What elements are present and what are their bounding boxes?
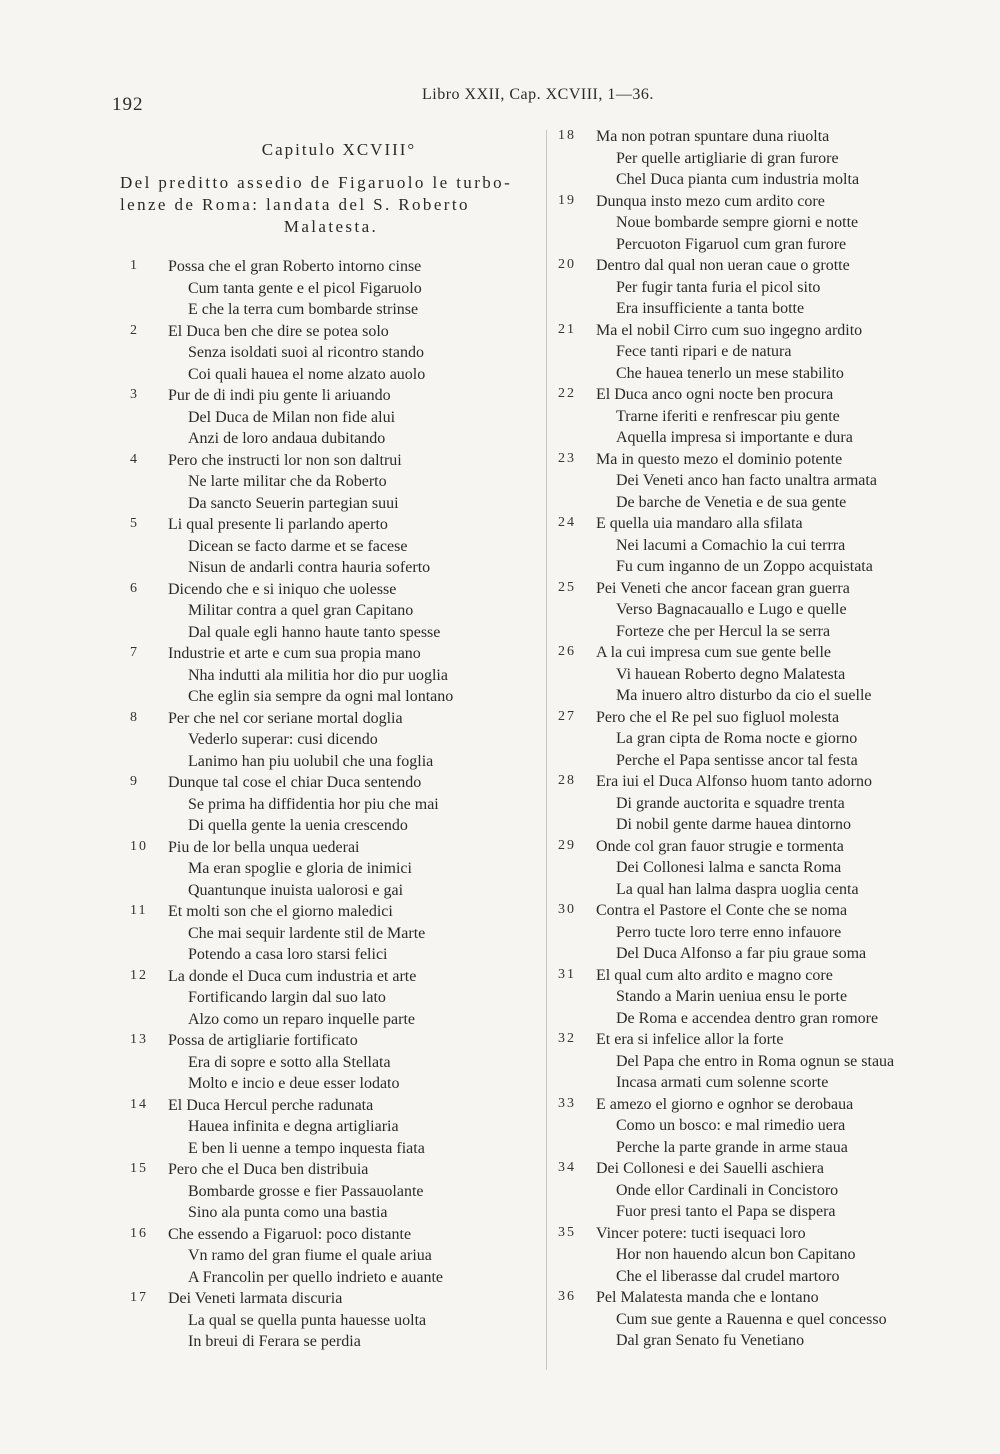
stanza: [556, 191, 976, 256]
verse-line: Hauea infinita e degna artigliaria: [188, 1118, 399, 1135]
verse-line: Li qual presente li parlando aperto: [168, 516, 388, 533]
verse-line: Era insufficiente a tanta botte: [616, 300, 805, 317]
verse-line: Et molti son che el giorno maledici: [168, 903, 393, 920]
verse-line: Per che nel cor seriane mortal doglia: [168, 709, 403, 727]
verse-line: Ma non potran spuntare duna riuolta: [596, 128, 830, 145]
verse-line: Cum sue gente a Rauenna e quel concesso: [616, 1310, 887, 1328]
stanza-number: 2: [130, 322, 139, 338]
verse-line: La qual han lalma daspra uoglia centa: [616, 880, 859, 898]
stanza: [112, 837, 542, 902]
verse-line: Dicean se facto darme et se facese: [188, 537, 408, 555]
stanza: [556, 384, 976, 449]
verse-line: Onde ellor Cardinali in Concistoro: [616, 1181, 839, 1199]
left-column: [112, 136, 542, 1353]
verse-line: Contra el Pastore el Conte che se noma: [596, 902, 848, 919]
verse-line: Militar contra a quel gran Capitano: [188, 602, 414, 619]
verse-line: Dunque tal cose el chiar Duca sentendo: [168, 774, 422, 791]
stanza: [112, 385, 542, 450]
verse-line: La donde el Duca cum industria et arte: [168, 967, 417, 985]
verse-line: Dei Veneti larmata discuria: [168, 1290, 343, 1307]
argument-line: Del preditto assedio de Figaruolo le turbo-: [120, 173, 513, 192]
stanza-number: 11: [130, 903, 148, 918]
stanza: [556, 1094, 976, 1159]
stanza-list-left: [112, 256, 542, 1353]
verse-line: Dei Veneti anco han facto unaltra armata: [616, 472, 877, 489]
verse-line: Et era si infelice allor la forte: [596, 1031, 784, 1048]
stanza: [556, 965, 976, 1030]
stanza: [556, 771, 976, 836]
verse-line: Coi quali hauea el nome alzato auolo: [188, 365, 426, 383]
column-divider: [546, 130, 547, 1370]
verse-line: Di grande auctorita e squadre trenta: [616, 794, 845, 812]
stanza-number: 25: [558, 579, 576, 595]
verse-line: Era iui el Duca Alfonso huom tanto adorno: [596, 773, 872, 790]
stanza-number: 33: [558, 1095, 576, 1111]
verse-line: Potendo a casa loro starsi felici: [188, 946, 388, 963]
verse-line: La gran cipta de Roma nocte e giorno: [616, 730, 858, 747]
stanza-number: 32: [558, 1031, 576, 1046]
stanza-number: 9: [130, 774, 139, 789]
verse-line: Onde col gran fauor strugie e tormenta: [596, 837, 844, 855]
verse-line: In breui di Ferara se perdia: [188, 1333, 361, 1350]
stanza: [112, 1159, 542, 1224]
stanza: [112, 256, 542, 321]
argument-line: Malatesta.: [283, 217, 379, 236]
stanza: [556, 320, 976, 385]
verse-line: Vincer potere: tucti isequaci loro: [596, 1224, 806, 1242]
stanza: [556, 255, 976, 320]
stanza-number: 13: [130, 1032, 148, 1047]
verse-line: E amezo el giorno e ognhor se derobaua: [596, 1095, 854, 1113]
verse-line: Possa de artigliarie fortificato: [168, 1032, 358, 1049]
verse-line: Pel Malatesta manda che e lontano: [596, 1289, 819, 1306]
verse-line: Aquella impresa si importante e dura: [616, 429, 853, 446]
stanza-number: 18: [558, 128, 576, 143]
verse-line: Da sancto Seuerin partegian suui: [188, 494, 399, 512]
verse-line: E quella uia mandaro alla sfilata: [596, 515, 803, 532]
verse-line: Anzi de loro andaua dubitando: [188, 430, 386, 447]
stanza: [112, 579, 542, 644]
verse-line: Fuor presi tanto el Papa se dispera: [616, 1203, 836, 1220]
verse-line: Vi hauean Roberto degno Malatesta: [616, 665, 846, 683]
stanza-number: 8: [130, 709, 139, 725]
chapter-title: Capitulo XCVIII°: [261, 140, 417, 159]
stanza: [112, 643, 542, 708]
verse-line: Che mai sequir lardente stil de Marte: [188, 924, 426, 942]
stanza-number: 22: [558, 386, 576, 401]
verse-line: Nei lacumi a Comachio la cui terrra: [616, 536, 846, 554]
verse-line: Ne larte militar che da Roberto: [188, 473, 387, 490]
verse-line: De barche de Venetia e de sua gente: [616, 493, 847, 511]
stanza: [112, 514, 542, 579]
verse-line: Dei Collonesi lalma e sancta Roma: [616, 859, 842, 876]
verse-line: Che el liberasse dal crudel martoro: [616, 1267, 840, 1285]
stanza-number: 14: [130, 1096, 148, 1112]
stanza: [556, 707, 976, 772]
stanza-number: 19: [558, 192, 576, 208]
stanza-number: 10: [130, 838, 148, 854]
verse-line: Stando a Marin ueniua ensu le porte: [616, 988, 848, 1005]
stanza-number: 5: [130, 516, 139, 531]
verse-line: Senza isoldati suoi al ricontro stando: [188, 344, 424, 361]
verse-line: Di quella gente la uenia crescendo: [188, 817, 408, 834]
verse-line: Pero che instructi lor non son daltrui: [168, 451, 402, 469]
stanza: [112, 1030, 542, 1095]
verse-line: Alzo como un reparo inquelle parte: [188, 1010, 416, 1028]
stanza: [556, 900, 976, 965]
verse-line: Per quelle artigliarie di gran furore: [616, 149, 839, 167]
verse-line: Forteze che per Hercul la se serra: [616, 622, 831, 640]
verse-line: Ma inuero altro disturbo da cio el suelle: [616, 687, 872, 704]
stanza: [112, 1288, 542, 1353]
verse-line: Sino ala punta como una bastia: [188, 1204, 388, 1221]
stanza: [556, 126, 976, 191]
verse-line: Perche el Papa sentisse ancor tal festa: [616, 751, 858, 769]
stanza-number: 36: [558, 1289, 576, 1304]
verse-line: Perro tucte loro terre enno infauore: [616, 923, 842, 941]
verse-line: Ma in questo mezo el dominio potente: [596, 450, 843, 468]
page-header: [0, 86, 1000, 116]
verse-line: Del Duca Alfonso a far piu graue soma: [616, 945, 867, 962]
stanza: [556, 836, 976, 901]
verse-line: El Duca ben che dire se potea solo: [168, 322, 389, 340]
verse-line: El qual cum alto ardito e magno core: [596, 966, 833, 984]
verse-line: Che eglin sia sempre da ogni mal lontano: [188, 688, 454, 705]
verse-line: Dentro dal qual non ueran caue o grotte: [596, 257, 850, 274]
stanza: [112, 321, 542, 386]
stanza-number: 17: [130, 1290, 148, 1305]
verse-line: Dal gran Senato fu Venetiano: [616, 1332, 805, 1349]
stanza-number: 35: [558, 1224, 576, 1240]
verse-line: Dei Collonesi e dei Sauelli aschiera: [596, 1160, 824, 1177]
stanza: [556, 578, 976, 643]
stanza-number: 1: [130, 258, 139, 273]
verse-line: Pero che el Re pel suo figluol molesta: [596, 708, 840, 726]
stanza: [112, 966, 542, 1031]
verse-line: Ma el nobil Cirro cum suo ingegno ardito: [596, 321, 863, 339]
stanza-number: 16: [130, 1225, 148, 1241]
stanza-number: 7: [130, 645, 139, 660]
verse-line: El Duca anco ogni nocte ben procura: [596, 386, 834, 403]
stanza-number: 29: [558, 837, 576, 853]
stanza: [112, 1224, 542, 1289]
verse-line: Lanimo han piu uolubil che una foglia: [188, 752, 434, 770]
verse-line: Era di sopre e sotto alla Stellata: [188, 1053, 391, 1071]
stanza: [112, 450, 542, 515]
verse-line: Pur de di indi piu gente li ariuando: [168, 387, 391, 404]
verse-line: Ma eran spoglie e gloria de inimici: [188, 860, 412, 877]
verse-line: Incasa armati cum solenne scorte: [616, 1074, 829, 1091]
verse-line: Molto e incio e deue esser lodato: [188, 1075, 400, 1092]
verse-line: Cum tanta gente e el picol Figaruolo: [188, 279, 422, 297]
stanza-number: 31: [558, 966, 576, 982]
page-number: 192: [112, 94, 144, 115]
verse-line: Vederlo superar: cusi dicendo: [188, 731, 378, 748]
stanza-number: 26: [558, 644, 576, 659]
stanza-list-right: [556, 126, 976, 1352]
stanza-number: 23: [558, 450, 576, 466]
stanza: [556, 642, 976, 707]
stanza: [112, 901, 542, 966]
stanza: [556, 449, 976, 514]
verse-line: Bombarde grosse e fier Passauolante: [188, 1182, 424, 1200]
verse-line: Dicendo che e si iniquo che uolesse: [168, 580, 397, 598]
stanza-number: 6: [130, 580, 139, 596]
verse-line: Dal quale egli hanno haute tanto spesse: [188, 623, 441, 641]
verse-line: Di nobil gente darme hauea dintorno: [616, 816, 852, 833]
chapter-argument: [120, 172, 542, 238]
verse-line: Chel Duca pianta cum industria molta: [616, 171, 860, 188]
stanza: [556, 513, 976, 578]
stanza-number: 24: [558, 515, 576, 530]
verse-line: Hor non hauendo alcun bon Capitano: [616, 1246, 856, 1263]
stanza-number: 27: [558, 708, 576, 724]
right-column: [556, 126, 976, 1352]
verse-line: Pei Veneti che ancor facean gran guerra: [596, 579, 850, 597]
verse-line: E ben li uenne a tempo inquesta fiata: [188, 1139, 425, 1157]
stanza-number: 21: [558, 321, 576, 337]
verse-line: Nisun de andarli contra hauria soferto: [188, 559, 431, 576]
verse-line: Del Papa che entro in Roma ognun se staua: [616, 1052, 895, 1070]
verse-line: Perche la parte grande in arme staua: [616, 1138, 848, 1156]
verse-line: Nha indutti ala militia hor dio pur uoglia: [188, 666, 448, 684]
verse-line: Fortificando largin dal suo lato: [188, 989, 386, 1006]
running-title: Libro XXII, Cap. XCVIII, 1—36.: [422, 86, 654, 103]
verse-line: Percuoton Figaruol cum gran furore: [616, 235, 847, 253]
verse-line: Vn ramo del gran fiume el quale ariua: [188, 1247, 432, 1264]
verse-line: Che hauea tenerlo un mese stabilito: [616, 364, 844, 382]
verse-line: Per fugir tanta furia el picol sito: [616, 278, 821, 296]
verse-line: De Roma e accendea dentro gran romore: [616, 1009, 879, 1027]
verse-line: Dunqua insto mezo cum ardito core: [596, 192, 825, 210]
verse-line: Che essendo a Figaruol: poco distante: [168, 1225, 412, 1243]
stanza-number: 12: [130, 967, 148, 983]
verse-line: Pero che el Duca ben distribuia: [168, 1161, 369, 1178]
stanza-number: 34: [558, 1160, 576, 1175]
stanza-number: 30: [558, 902, 576, 917]
verse-line: Fu cum inganno de un Zoppo acquistata: [616, 558, 873, 575]
stanza: [112, 1095, 542, 1160]
verse-line: Del Duca de Milan non fide alui: [188, 408, 396, 426]
verse-line: Verso Bagnacauallo e Lugo e quelle: [616, 601, 847, 618]
stanza-number: 28: [558, 773, 576, 788]
verse-line: Fece tanti ripari e de natura: [616, 343, 792, 360]
verse-line: Se prima ha diffidentia hor piu che mai: [188, 795, 439, 813]
stanza: [556, 1029, 976, 1094]
stanza-number: 15: [130, 1161, 148, 1176]
verse-line: Noue bombarde sempre giorni e notte: [616, 214, 859, 231]
verse-line: Piu de lor bella unqua uederai: [168, 838, 360, 856]
stanza-number: 3: [130, 387, 139, 402]
verse-line: Possa che el gran Roberto intorno cinse: [168, 258, 422, 275]
stanza: [556, 1287, 976, 1352]
verse-line: Quantunque inuista ualorosi e gai: [188, 881, 404, 899]
stanza: [112, 772, 542, 837]
verse-line: Industrie et arte e cum sua propia mano: [168, 645, 421, 662]
stanza-number: 20: [558, 257, 576, 272]
verse-line: Trarne iferiti e renfrescar piu gente: [616, 407, 840, 425]
stanza: [112, 708, 542, 773]
stanza: [556, 1223, 976, 1288]
verse-line: A la cui impresa cum sue gente belle: [596, 644, 832, 661]
verse-line: El Duca Hercul perche radunata: [168, 1096, 374, 1114]
verse-line: E che la terra cum bombarde strinse: [188, 301, 419, 318]
stanza: [556, 1158, 976, 1223]
verse-line: Como un bosco: e mal rimedio uera: [616, 1117, 846, 1134]
verse-line: A Francolin per quello indrieto e auante: [188, 1268, 444, 1286]
stanza-number: 4: [130, 451, 139, 467]
argument-line: lenze de Roma: landata del S. Roberto: [120, 195, 470, 214]
verse-line: La qual se quella punta hauesse uolta: [188, 1311, 427, 1329]
